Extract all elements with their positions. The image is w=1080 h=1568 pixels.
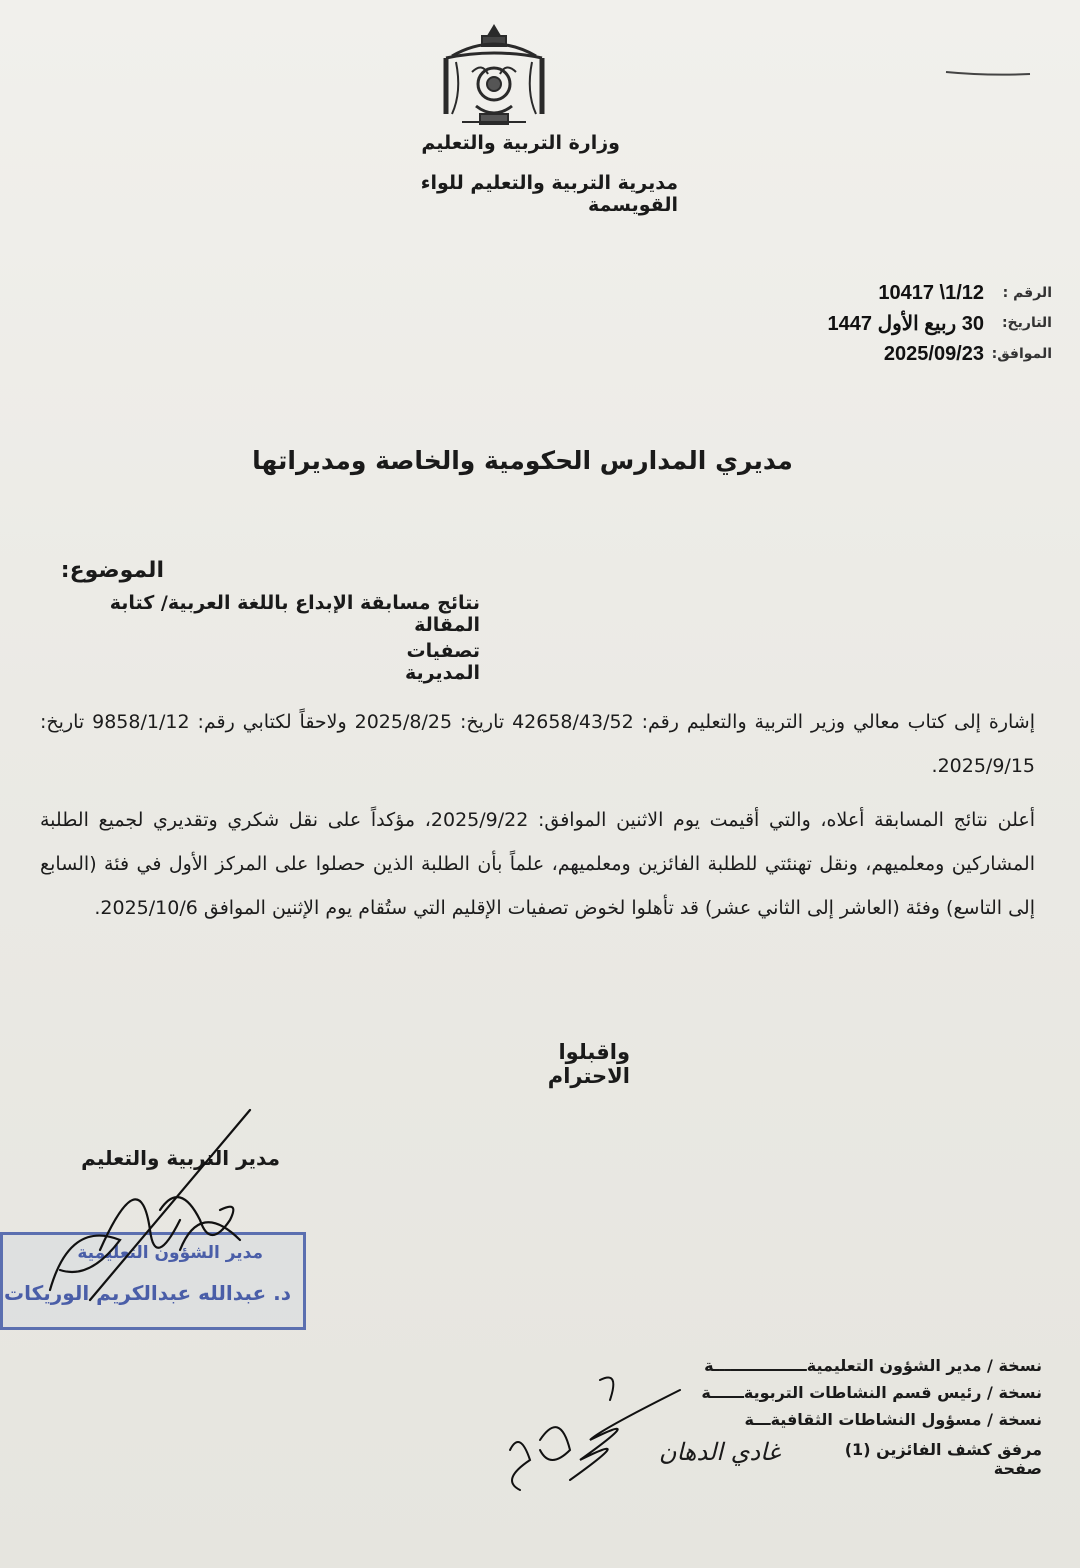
body-paragraph-2: أعلن نتائج المسابقة أعلاه، والتي أقيمت يوم الاثنين الموافق: 2025/9/22، مؤكداً على نقل شكري وتقديري لجميع الطلبة المشاركين ومعلميهم، ونقل تهنئتي للطلبة الفائزين ومعلميهم، علماً بأن الطلبة الذين حصلوا على المركز الأول في فئة (السابع إلى التاسع) وفئة (العاشر إلى الثاني عشر) قد تأهلوا لخوض تصفيات الإقليم التي ستُقام يوم الإثنين الموافق 2025/10/6.: [40, 809, 1035, 919]
directorate-name: مديرية التربية والتعليم للواء القويسمة: [420, 172, 678, 216]
reference-number-value: 10417 \1/12: [878, 281, 984, 304]
subject-line-2: تصفيات المديرية: [405, 640, 480, 684]
handwritten-note: غادي الدهان: [658, 1438, 780, 1466]
gregorian-date-row: [752, 339, 1052, 369]
gregorian-date-label: الموافق:: [991, 346, 1052, 362]
reference-number-label: الرقم :: [1002, 285, 1052, 301]
royal-crest-icon: [432, 22, 556, 134]
hijri-date-value: 30 ربيع الأول 1447: [827, 312, 984, 335]
ministry-name: وزارة التربية والتعليم: [421, 132, 620, 154]
body-paragraph-1: إشارة إلى كتاب معالي وزير التربية والتعليم رقم: 42658/43/52 تاريخ: 2025/8/25 ولاحقاً لكتابي رقم: 9858/1/12 تاريخ: 2025/9/15.: [40, 711, 1035, 777]
addressee: مديري المدارس الحكومية والخاصة ومديراتها: [252, 446, 793, 475]
hijri-date-label: التاريخ:: [1001, 315, 1052, 331]
hijri-date-row: [752, 308, 1052, 338]
signature-mark: [30, 1100, 290, 1310]
stamp-line-2: د. عبدالله عبدالكريم الوريكات: [4, 1281, 291, 1305]
reference-number-row: [752, 278, 1052, 308]
copy-line-1: نسخة / مدير الشؤون التعليميةـــــــــــــــــة: [704, 1356, 1042, 1375]
copy-line-2: نسخة / رئيس قسم النشاطات التربويةــــــة: [701, 1383, 1042, 1402]
gregorian-date-value: 2025/09/23: [883, 342, 984, 365]
closing-phrase: واقبلوا الاحترام: [547, 1040, 630, 1088]
stamp-line-1: مدير الشؤون التعليمية: [77, 1243, 263, 1263]
pen-stroke-mark: [944, 70, 1032, 76]
signatory-title: مدير التربية والتعليم: [81, 1146, 280, 1170]
subject-line-1: نتائج مسابقة الإبداع باللغة العربية/ كتابة المقالة: [109, 592, 480, 636]
handwritten-initials-mark: [480, 1370, 710, 1520]
subject-label: الموضوع:: [60, 558, 164, 583]
copy-line-3: نسخة / مسؤول النشاطات الثقافيةـــة: [744, 1410, 1042, 1429]
attachment-line: مرفق كشف الفائزين (1) صفحة: [844, 1440, 1042, 1478]
